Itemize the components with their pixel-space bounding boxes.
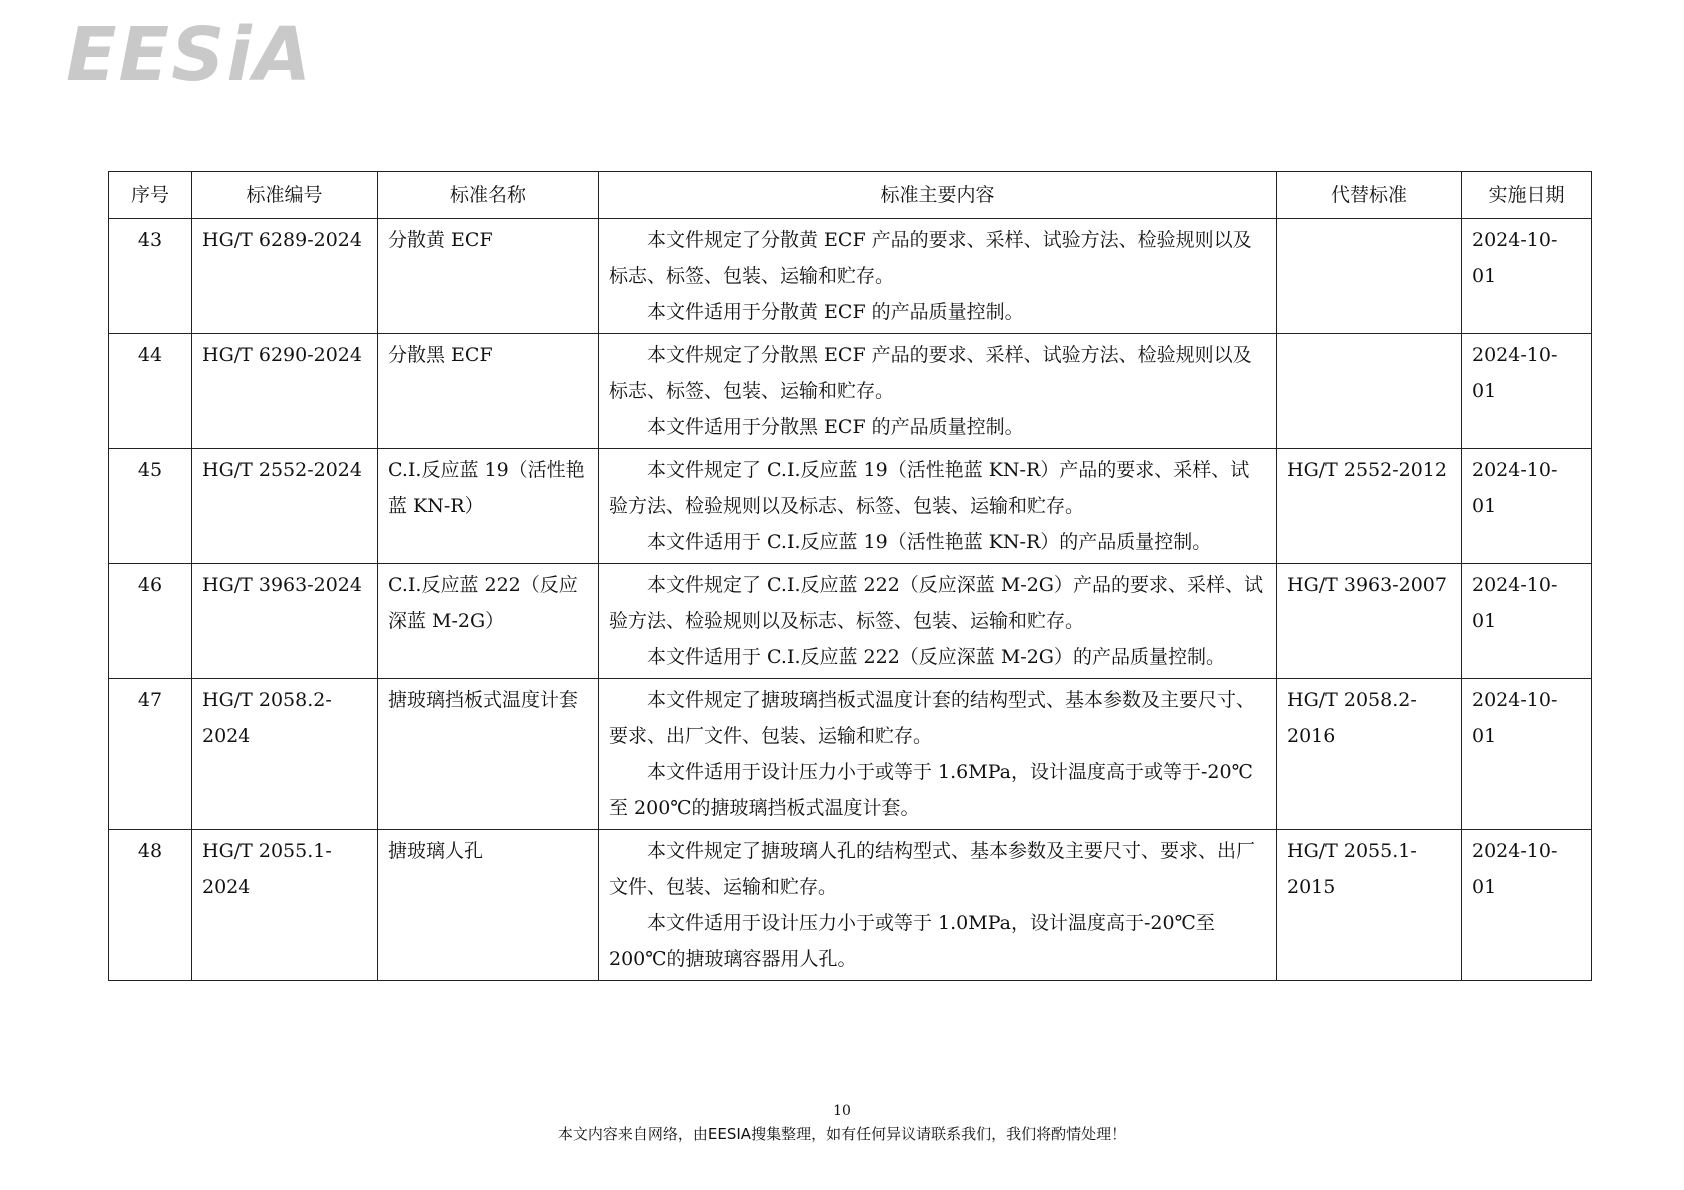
cell-serial-no: 46 [109, 564, 192, 679]
content-scope-paragraph: 本文件规定了分散黄 ECF 产品的要求、采样、试验方法、检验规则以及标志、标签、包装、运输和贮存。 [609, 229, 1252, 287]
cell-standard-name: 分散黄 ECF [378, 219, 599, 334]
content-applicability-paragraph: 本文件适用于 C.I.反应蓝 19（活性艳蓝 KN-R）的产品质量控制。 [647, 531, 1212, 553]
eesia-logo: EESiA [66, 12, 314, 98]
cell-standard-name: C.I.反应蓝 19（活性艳蓝 KN-R） [378, 449, 599, 564]
cell-effective-date: 2024-10-01 [1462, 679, 1592, 830]
cell-effective-date: 2024-10-01 [1462, 830, 1592, 981]
header-main-content: 标准主要内容 [599, 172, 1277, 219]
cell-serial-no: 45 [109, 449, 192, 564]
page-number: 10 [833, 1103, 851, 1119]
table-row [109, 449, 1592, 564]
header-replaces: 代替标准 [1277, 172, 1462, 219]
cell-standard-code: HG/T 2055.1-2024 [192, 830, 378, 981]
table-row [109, 564, 1592, 679]
footer-disclaimer: 本文内容来自网络，由EESIA搜集整理，如有任何异议请联系我们，我们将酌情处理！ [557, 1125, 1127, 1143]
cell-standard-name: C.I.反应蓝 222（反应深蓝 M-2G） [378, 564, 599, 679]
cell-main-content [599, 679, 1277, 830]
header-effective-date: 实施日期 [1462, 172, 1592, 219]
table-row [109, 830, 1592, 981]
cell-standard-code: HG/T 3963-2024 [192, 564, 378, 679]
header-standard-name: 标准名称 [378, 172, 599, 219]
cell-effective-date: 2024-10-01 [1462, 564, 1592, 679]
cell-standard-code: HG/T 2058.2-2024 [192, 679, 378, 830]
table-row [109, 679, 1592, 830]
content-scope-paragraph: 本文件规定了搪玻璃人孔的结构型式、基本参数及主要尺寸、要求、出厂文件、包装、运输和贮存。 [609, 840, 1256, 898]
cell-main-content [599, 564, 1277, 679]
content-scope-paragraph: 本文件规定了 C.I.反应蓝 19（活性艳蓝 KN-R）产品的要求、采样、试验方法、检验规则以及标志、标签、包装、运输和贮存。 [609, 459, 1250, 517]
content-scope-paragraph: 本文件规定了 C.I.反应蓝 222（反应深蓝 M-2G）产品的要求、采样、试验方法、检验规则以及标志、标签、包装、运输和贮存。 [609, 574, 1263, 632]
cell-replaces [1277, 334, 1462, 449]
table-row [109, 334, 1592, 449]
cell-standard-code: HG/T 6290-2024 [192, 334, 378, 449]
cell-effective-date: 2024-10-01 [1462, 219, 1592, 334]
cell-replaces: HG/T 2058.2-2016 [1277, 679, 1462, 830]
cell-main-content [599, 334, 1277, 449]
cell-replaces: HG/T 3963-2007 [1277, 564, 1462, 679]
content-applicability-paragraph: 本文件适用于 C.I.反应蓝 222（反应深蓝 M-2G）的产品质量控制。 [647, 646, 1225, 668]
header-serial-no: 序号 [109, 172, 192, 219]
table-row [109, 219, 1592, 334]
cell-main-content [599, 219, 1277, 334]
header-standard-code: 标准编号 [192, 172, 378, 219]
cell-replaces: HG/T 2055.1-2015 [1277, 830, 1462, 981]
cell-standard-name: 搪玻璃挡板式温度计套 [378, 679, 599, 830]
content-applicability-paragraph: 本文件适用于设计压力小于或等于 1.6MPa，设计温度高于或等于-20℃至 200℃的搪玻璃挡板式温度计套。 [609, 761, 1253, 819]
cell-standard-code: HG/T 6289-2024 [192, 219, 378, 334]
content-applicability-paragraph: 本文件适用于分散黑 ECF 的产品质量控制。 [647, 416, 1024, 438]
cell-standard-code: HG/T 2552-2024 [192, 449, 378, 564]
cell-main-content [599, 830, 1277, 981]
cell-main-content [599, 449, 1277, 564]
content-scope-paragraph: 本文件规定了搪玻璃挡板式温度计套的结构型式、基本参数及主要尺寸、要求、出厂文件、包装、运输和贮存。 [609, 689, 1256, 747]
content-applicability-paragraph: 本文件适用于分散黄 ECF 的产品质量控制。 [647, 301, 1024, 323]
cell-effective-date: 2024-10-01 [1462, 449, 1592, 564]
cell-serial-no: 47 [109, 679, 192, 830]
cell-serial-no: 43 [109, 219, 192, 334]
content-scope-paragraph: 本文件规定了分散黑 ECF 产品的要求、采样、试验方法、检验规则以及标志、标签、包装、运输和贮存。 [609, 344, 1252, 402]
cell-replaces [1277, 219, 1462, 334]
cell-replaces: HG/T 2552-2012 [1277, 449, 1462, 564]
content-applicability-paragraph: 本文件适用于设计压力小于或等于 1.0MPa，设计温度高于-20℃至 200℃的搪玻璃容器用人孔。 [609, 912, 1215, 970]
cell-standard-name: 分散黑 ECF [378, 334, 599, 449]
cell-serial-no: 48 [109, 830, 192, 981]
cell-effective-date: 2024-10-01 [1462, 334, 1592, 449]
cell-standard-name: 搪玻璃人孔 [378, 830, 599, 981]
standards-table [108, 171, 1592, 981]
cell-serial-no: 44 [109, 334, 192, 449]
table-header-row [109, 172, 1592, 219]
